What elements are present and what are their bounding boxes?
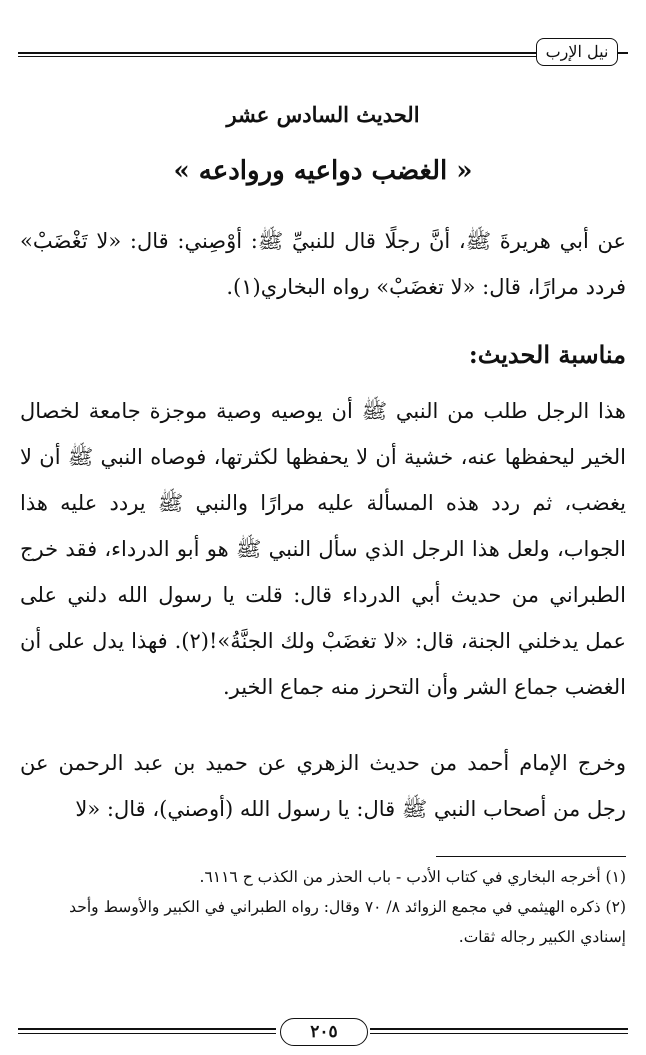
footnote-2: (٢) ذكره الهيثمي في مجمع الزوائد ٨/ ٧٠ وقال: رواه الطبراني في الكبير والأوسط وأحد إسنادي الكبير رجاله ثقات. <box>69 898 626 946</box>
header-rule-thin <box>18 56 536 57</box>
footnote-1: (١) أخرجه البخاري في كتاب الأدب - باب الحذر من الكذب ح ٦١١٦. <box>199 868 626 886</box>
chapter-title: الحديث السادس عشر <box>226 102 420 127</box>
footer-rule-left <box>18 1028 276 1030</box>
footnote-separator <box>436 856 626 857</box>
hadith-title: « الغضب دواعيه وروادعه » <box>173 156 473 186</box>
commentary-paragraph-continued: وخرج الإمام أحمد من حديث الزهري عن حميد بن عبد الرحمن عن رجل من أصحاب النبي ﷺ قال: يا رسول الله (أوصني)، قال: «لا <box>20 751 626 821</box>
page-footer <box>18 1018 628 1048</box>
page-number: ٢٠٥ <box>280 1018 368 1046</box>
hadith-text: عن أبي هريرةَ ﷺ، أنَّ رجلًا قال للنبيِّ ﷺ: أوْصِني: قال: «لا تَغْضَبْ» فردد مرارًا، قال: «لا تغضَبْ» رواه البخاري(١). <box>20 229 626 299</box>
header-rule-end <box>618 52 628 54</box>
commentary-paragraph: هذا الرجل طلب من النبي ﷺ أن يوصيه وصية موجزة جامعة لخصال الخير ليحفظها عنه، خشية أن لا يحفظها لكثرتها، فوصاه النبي ﷺ أن لا يغضب، ثم ردد هذه المسألة عليه مرارًا والنبي ﷺ يردد عليه هذا الجواب، ولعل هذا الرجل الذي سأل النبي ﷺ هو أبو الدرداء، فقد خرج الطبراني من حديث أبي الدرداء قال: قلت يا رسول الله دلني على عمل يدخلني الجنة، قال: «لا تغضَبْ ولك الجنَّةُ»!(٢). فهذا يدل على أن الغضب جماع الشر وأن التحرز منه جماع الخير. <box>20 399 627 699</box>
running-header <box>18 38 628 68</box>
section-heading: مناسبة الحديث: <box>468 340 626 369</box>
header-rule <box>18 52 536 54</box>
footer-rule-right <box>370 1028 628 1030</box>
book-title: نيل الإرب <box>536 38 618 66</box>
footer-rule-left-thin <box>18 1033 276 1034</box>
footer-rule-right-thin <box>370 1033 628 1034</box>
